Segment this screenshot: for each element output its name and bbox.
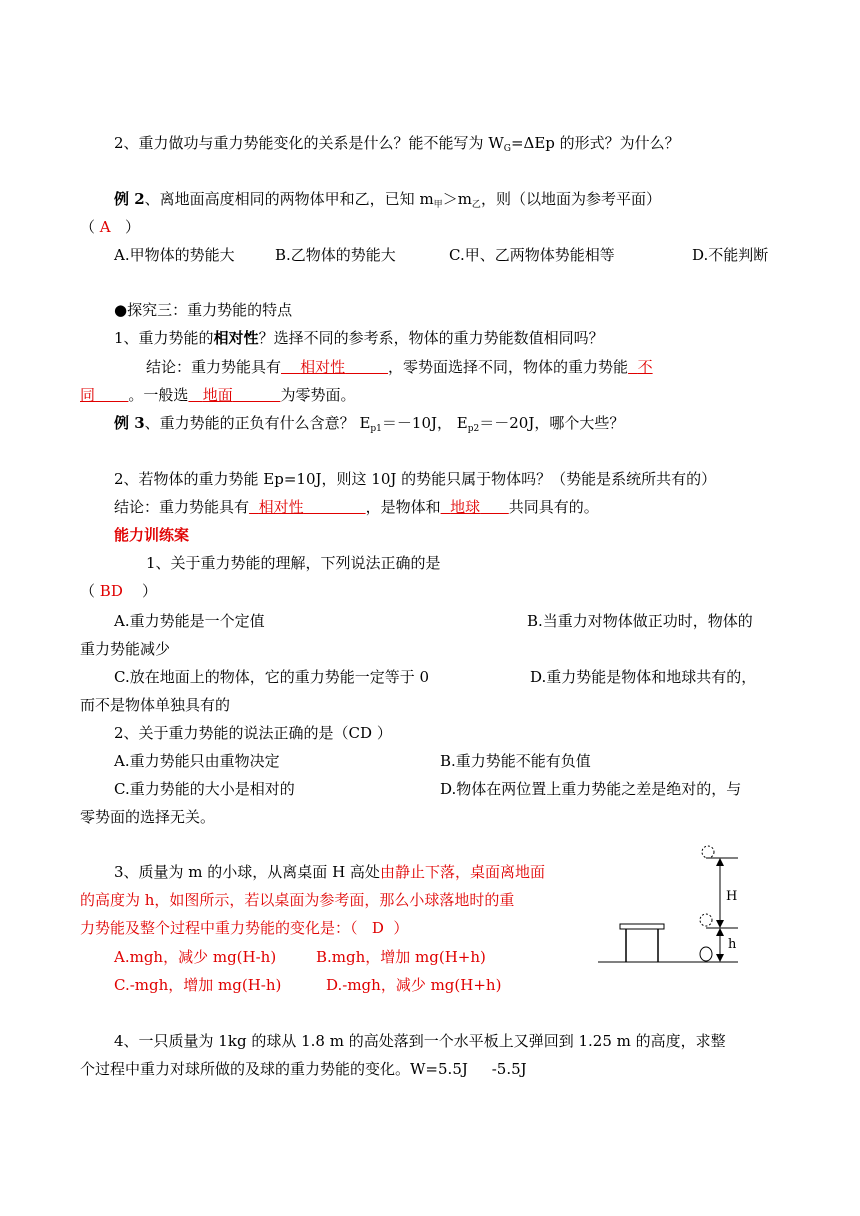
practice-1-option-d-cont: 而不是物体单独具有的 (80, 696, 231, 714)
example-2-answer: （ A ） (80, 218, 140, 236)
falling-ball-diagram (598, 840, 748, 970)
example-2-option-b: B.乙物体的势能大 (275, 246, 396, 264)
label-h: h (728, 937, 737, 952)
practice-3-line-3: 力势能及整个过程中重力势能的变化是：（ D ） (80, 919, 409, 937)
table-top (620, 924, 664, 929)
practice-2-option-d-cont: 零势面的选择无关。 (80, 808, 216, 826)
explore-3-question-1: 1、重力势能的相对性？选择不同的参考系，物体的重力势能数值相同吗？ (114, 329, 604, 347)
explore-3-question-2: 2、若物体的重力势能 Ep=10J，则这 10J 的势能只属于物体吗？（势能是系统所共有的） (114, 470, 717, 488)
practice-4-line-1: 4、一只质量为 1kg 的球从 1.8 m 的高处落到一个水平板上又弹回到 1.25 m 的高度，求整 (114, 1032, 726, 1050)
question-2-heading: 2、重力做功与重力势能变化的关系是什么？能不能写为 $W_G=\Delta Ep$ 的形式？为什么？ (114, 134, 680, 154)
practice-3-option-b: B.mgh，增加 mg(H+h) (316, 948, 486, 966)
practice-1-option-c: C.放在地面上的物体，它的重力势能一定等于 0 (114, 668, 430, 686)
ball-start-icon (702, 846, 714, 858)
practice-3-option-d: D.-mgh，减少 mg(H+h) (326, 976, 502, 994)
practice-2-option-c: C.重力势能的大小是相对的 (114, 780, 295, 798)
practice-4-line-2: 个过程中重力对球所做的及球的重力势能的变化。W=5.5J -5.5J (80, 1060, 527, 1078)
practice-3-option-a: A.mgh，减少 mg(H-h) (114, 948, 277, 966)
practice-2-option-d: D.物体在两位置上重力势能之差是绝对的，与 (440, 780, 742, 798)
practice-1-answer: （ BD ） (80, 582, 157, 600)
label-H: H (726, 889, 738, 904)
example-2-option-a: A.甲物体的势能大 (114, 246, 235, 264)
ball-ground-icon (700, 947, 712, 961)
explore-3-title: ●探究三：重力势能的特点 (114, 301, 293, 319)
training-section-title: 能力训练案 (114, 526, 190, 544)
practice-1-option-d: D.重力势能是物体和地球共有的， (530, 668, 757, 686)
practice-2-option-b: B.重力势能不能有负值 (440, 752, 591, 770)
example-2-question: 例 2、离地面高度相同的两物体甲和乙，已知 $m_甲>m_乙$，则（以地面为参考平面） (114, 190, 661, 210)
ball-table-level-icon (700, 914, 712, 926)
practice-1-question: 1、关于重力势能的理解，下列说法正确的是 (146, 554, 441, 572)
practice-3-line-2: 的高度为 h，如图所示，若以桌面为参考面，那么小球落地时的重 (80, 891, 515, 909)
example-3-question: 例 3、重力势能的正负有什么含意？ $E_{p1}=-10J$， $E_{p2}=-20J$，哪个大些？ (114, 414, 625, 434)
practice-3-line-1: 3、质量为 m 的小球，从离桌面 H 高处由静止下落，桌面离地面 (114, 863, 545, 881)
example-2-option-c: C.甲、乙两物体势能相等 (449, 246, 615, 264)
practice-1-option-b-cont: 重力势能减少 (80, 640, 171, 658)
explore-3-conclusion-1: 结论：重力势能具有 相对性 ，零势面选择不同，物体的重力势能 不 (146, 358, 653, 376)
practice-2-option-a: A.重力势能只由重物决定 (114, 752, 280, 770)
practice-1-option-b: B.当重力对物体做正功时，物体的 (527, 612, 753, 630)
practice-2-question: 2、关于重力势能的说法正确的是（CD ） (114, 724, 392, 742)
practice-1-option-a: A.重力势能是一个定值 (114, 612, 265, 630)
practice-3-option-c: C.-mgh，增加 mg(H-h) (114, 976, 282, 994)
explore-3-conclusion-1-cont: 同 。一般选 地面 为零势面。 (80, 386, 356, 404)
example-2-option-d: D.不能判断 (692, 246, 769, 264)
explore-3-conclusion-2: 结论：重力势能具有 相对性 ，是物体和 地球 共同具有的。 (114, 498, 599, 516)
